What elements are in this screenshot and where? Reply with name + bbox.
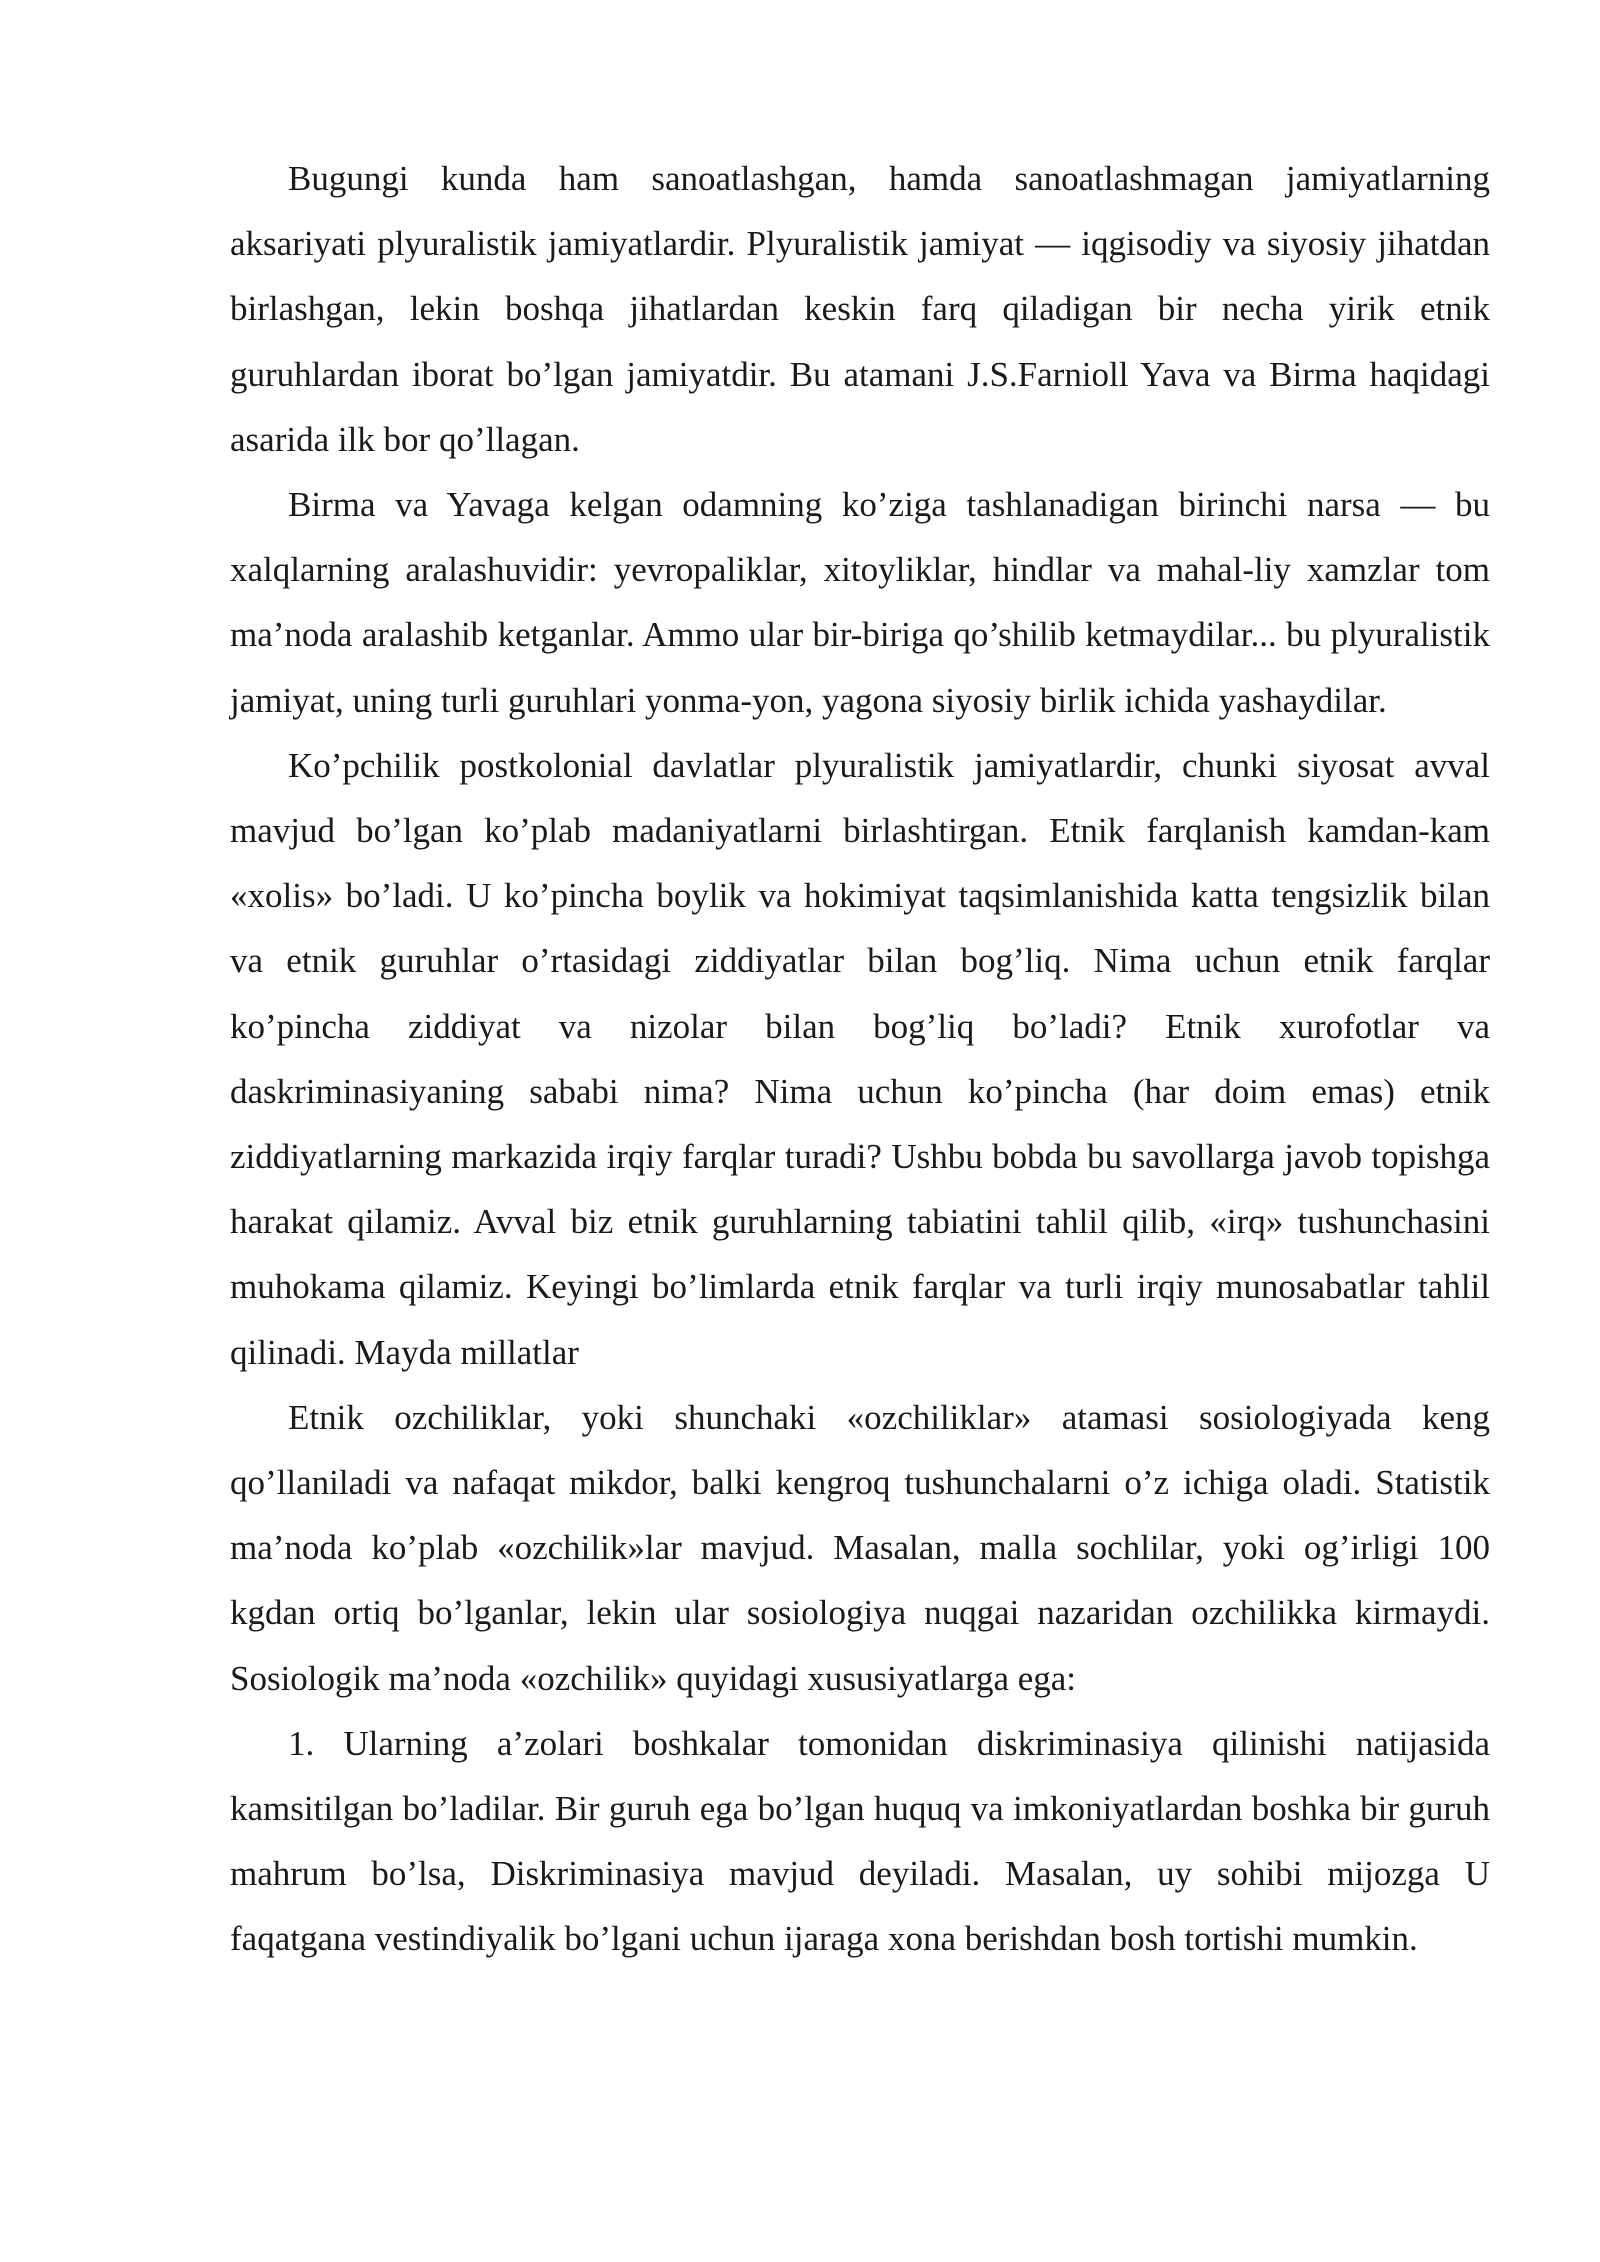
paragraph-burma-java: Birma va Yavaga kelgan odamning ko’ziga tashlanadigan birinchi narsa — bu xalqlarning aralashuvidir: yevropaliklar, xitoyliklar, hindlar va mahal-liy xamzlar tom ma’noda aralashib ketganlar. Ammo ular bir-biriga qo’shilib ketmaydilar... bu plyuralistik jamiyat, uning turli guruhlari yonma-yon, yagona siyosiy birlik ichida yashaydilar. — [230, 485, 1490, 720]
paragraph-pluralistic-society: Bugungi kunda ham sanoatlashgan, hamda sanoatlashmagan jamiyatlarning aksariyati plyuralistik jamiyatlardir. Plyuralistik jamiyat — iqgisodiy va siyosiy jihatdan birlashgan, lekin boshqa jihatlardan keskin farq qiladigan bir necha yirik etnik guruhlardan iborat bo’lgan jamiyatdir. Bu atamani J.S.Farnioll Yava va Birma haqidagi asarida ilk bor qo’llagan. — [230, 159, 1490, 459]
paragraph-postcolonial-states: Ko’pchilik postkolonial davlatlar plyuralistik jamiyatlardir, chunki siyosat avval mavjud bo’lgan ko’plab madaniyatlarni birlashtirgan. Etnik farqlanish kamdan-kam «xolis» bo’ladi. U ko’pincha boylik va hokimiyat taqsimlanishida katta tengsizlik bilan va etnik guruhlar o’rtasidagi ziddiyatlar bilan bog’liq. Nima uchun etnik farqlar ko’pincha ziddiyat va nizolar bilan bog’liq bo’ladi? Etnik xurofotlar va daskriminasiyaning sababi nima? Nima uchun ko’pincha (har doim emas) etnik ziddiyatlarning markazida irqiy farqlar turadi? Ushbu bobda bu savollarga javob topishga harakat qilamiz. Avval biz etnik guruhlarning tabiatini tahlil qilib, «irq» tushunchasini muhokama qilamiz. Keyingi bo’limlarda etnik farqlar va turli irqiy munosabatlar tahlil qilinadi. Mayda millatlar — [230, 745, 1490, 1372]
paragraph-list-item-1: 1. Ularning a’zolari boshkalar tomonidan diskriminasiya qilinishi natijasida kamsitilgan bo’ladilar. Bir guruh ega bo’lgan huquq va imkoniyatlardan boshka bir guruh mahrum bo’lsa, Diskriminasiya mavjud deyiladi. Masalan, uy sohibi mijozga U faqatgana vestindiyalik bo’lgani uchun ijaraga xona berishdan bosh tortishi mumkin. — [230, 1723, 1490, 1959]
paragraph-ethnic-minorities: Etnik ozchiliklar, yoki shunchaki «ozchiliklar» atamasi sosiologiyada keng qo’llaniladi va nafaqat mikdor, balki kengroq tushunchalarni o’z ichiga oladi. Statistik ma’noda ko’plab «ozchilik»lar mavjud. Masalan, malla sochlilar, yoki og’irligi 100 kgdan ortiq bo’lganlar, lekin ular sosiologiya nuqgai nazaridan ozchilikka kirmaydi. Sosiologik ma’noda «ozchilik» quyidagi xususiyatlarga ega: — [230, 1397, 1490, 1698]
document-page — [230, 146, 1490, 1972]
